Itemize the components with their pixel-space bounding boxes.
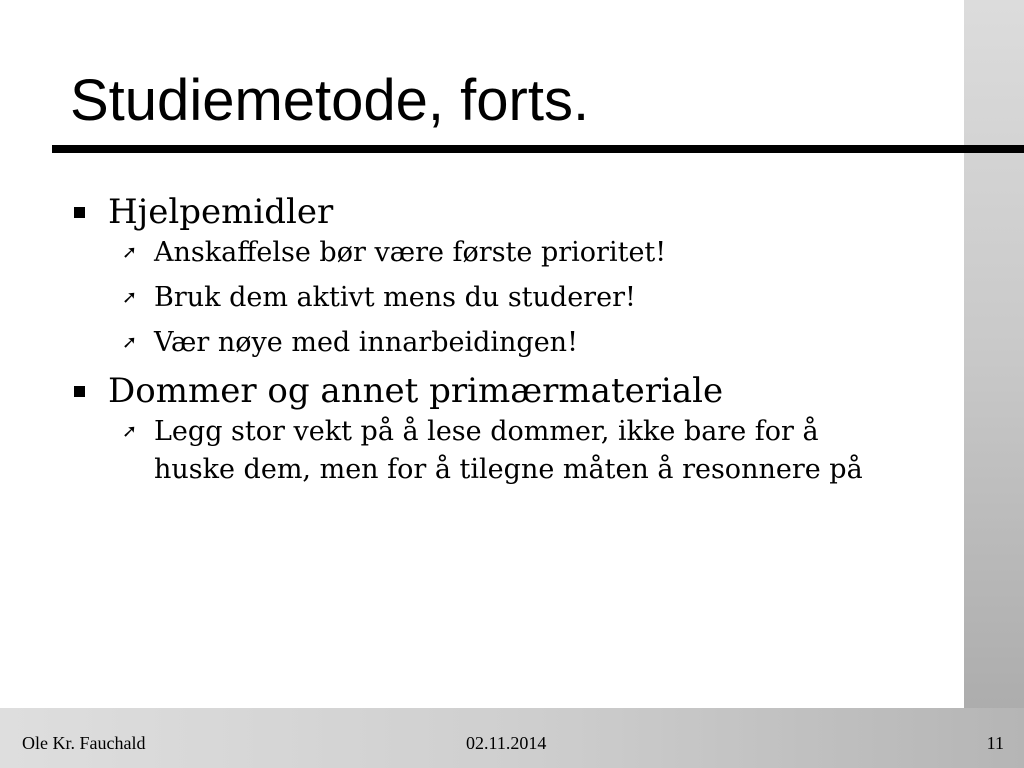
sub-bullet-text: Vær nøye med innarbeidingen!	[154, 327, 578, 358]
sub-bullet	[122, 413, 884, 489]
sub-bullet	[122, 234, 950, 272]
bullet-text: Dommer og annet primærmateriale	[108, 371, 724, 411]
bullet-hjelpemidler	[70, 190, 950, 234]
arrow-bullet-icon: ➚	[122, 287, 138, 308]
sub-bullet-text: Legg stor vekt på å lese dommer, ikke bare for å huske dem, men for å tilegne måten å resonnere på	[154, 416, 863, 485]
footer-page-number: 11	[986, 733, 1004, 753]
square-bullet-icon	[74, 207, 85, 218]
sub-bullet-text: Anskaffelse bør være første prioritet!	[154, 237, 667, 268]
sub-bullet-text: Bruk dem aktivt mens du studerer!	[154, 282, 636, 313]
slide-content	[70, 190, 950, 496]
footer-author: Ole Kr. Fauchald	[22, 733, 146, 753]
side-gradient-band	[964, 0, 1024, 768]
slide-title: Studiemetode, forts.	[70, 68, 590, 133]
arrow-bullet-icon: ➚	[122, 421, 138, 442]
arrow-bullet-icon: ➚	[122, 332, 138, 353]
bullet-text: Hjelpemidler	[108, 192, 334, 232]
bullet-dommer	[70, 369, 950, 413]
footer-date: 02.11.2014	[466, 733, 547, 753]
arrow-bullet-icon: ➚	[122, 242, 138, 263]
title-underline	[52, 145, 1024, 153]
sublist-hjelpemidler	[70, 234, 950, 362]
sub-bullet	[122, 324, 950, 362]
sublist-dommer	[70, 413, 950, 489]
sub-bullet	[122, 279, 950, 317]
square-bullet-icon	[74, 386, 85, 397]
